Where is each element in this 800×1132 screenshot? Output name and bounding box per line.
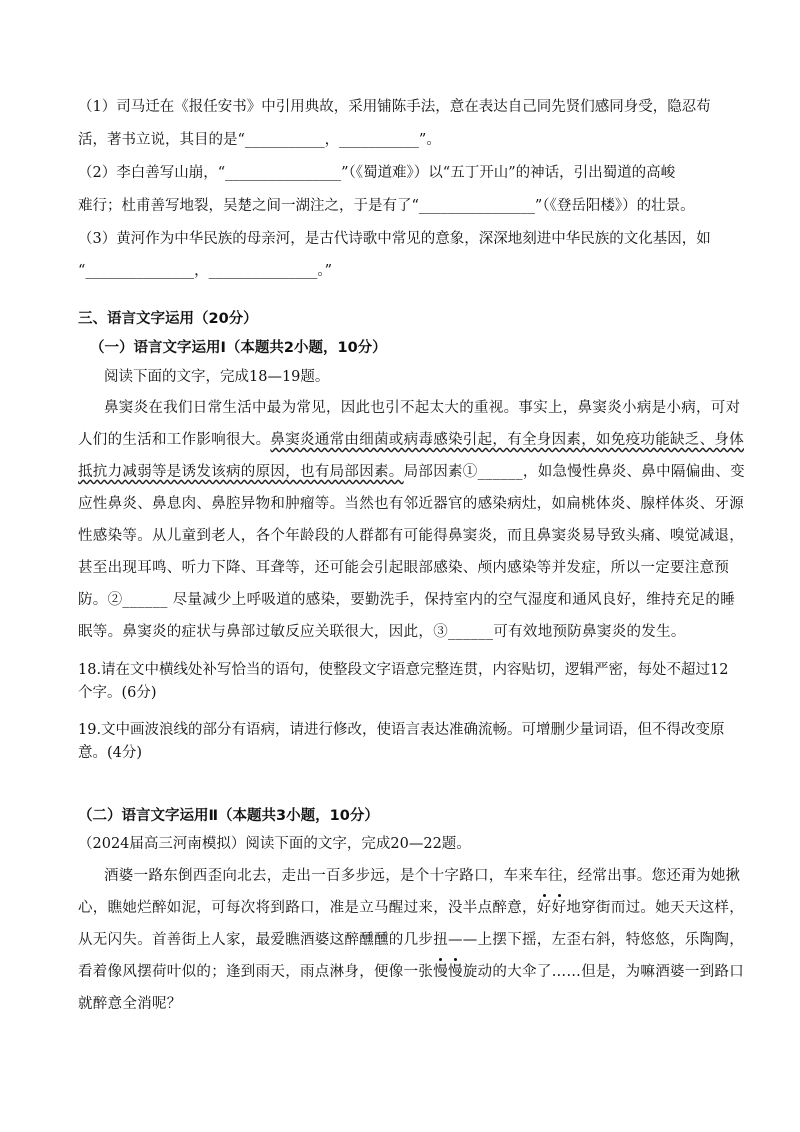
passage1-line5: 性感染等。从儿童到老人，各个年龄段的人群都有可能得鼻窦炎，而且鼻窦炎易导致头痛、嗅觉减退， bbox=[78, 528, 744, 544]
passage1-line7: 防。②______ 尽量减少上呼吸道的感染，要勤洗手，保持室内的空气湿度和通风良好，维持充足的睡 bbox=[78, 592, 736, 608]
part1-heading: （一）语言文字运用Ⅰ（本题共2小题，10分） bbox=[90, 340, 387, 356]
passage2-line2-text-b: 地穿街而过。她天天这样， bbox=[566, 900, 745, 916]
emphasis-dot-char: 慢 bbox=[448, 964, 463, 980]
passage2-line4-text-b: 旋动的大伞了……但是，为嘛酒婆一到路口 bbox=[462, 964, 745, 980]
passage1-line3 bbox=[78, 462, 745, 482]
passage2-line3: 从无闪失。首善街上人家，最爱瞧酒婆这醉醺醺的几步扭——上摆下摇，左歪右斜，特悠悠，乐陶陶， bbox=[78, 932, 744, 948]
passage1-line8: 眠等。鼻窦炎的症状与鼻部过敏反应关联很大，因此，③______可有效地预防鼻窦炎的发生。 bbox=[78, 624, 686, 640]
emphasis-dot-char: 慢 bbox=[433, 964, 449, 980]
question-18-line2: 个字。(6分) bbox=[78, 685, 157, 701]
question-19-line1: 19.文中画波浪线的部分有语病，请进行修改，使语言表达准确流畅。可增删少量词语，但不得改变原 bbox=[78, 722, 725, 738]
passage1-line6: 甚至出现耳鸣、听力下降、耳聋等，还可能会引起眼部感染、颅内感染等并发症，所以一定要注意预 bbox=[78, 560, 730, 576]
passage2-line1: 酒婆一路东倒西歪向北去，走出一百多步远，是个十字路口，车来车往，经常出事。您还甭为她揪 bbox=[104, 868, 741, 884]
question-18-line1: 18.请在文中横线处补写恰当的语句，使整段文字语意完整连贯，内容贴切，逻辑严密，每处不超过12 bbox=[78, 662, 729, 678]
passage1-line4: 应性鼻炎、鼻息肉、鼻腔异物和肿瘤等。当然也有邻近器官的感染病灶，如扁桃体炎、腺样体炎、牙源 bbox=[78, 496, 744, 512]
wavy-underlined-text: 鼻窦炎通常由细菌或病毒感染引起，有全身因素，如免疫功能缺乏、身体 bbox=[270, 432, 745, 448]
passage2-line4 bbox=[78, 962, 745, 982]
emphasis-dot-char: 好 bbox=[551, 900, 567, 916]
item1-line2: 活，著书立说，其目的是“___________，___________”。 bbox=[78, 132, 441, 148]
passage1-line2 bbox=[78, 430, 745, 450]
passage2-line2 bbox=[78, 898, 745, 918]
passage2-line5: 就醉意全消呢？ bbox=[78, 996, 182, 1012]
part2-heading: （二）语言文字运用Ⅱ（本题共3小题，10分） bbox=[78, 808, 379, 824]
passage2-line2-text-a: 心，瞧她烂醉如泥，可每次将到路口，准是立马醒过来，没半点醉意， bbox=[78, 900, 537, 916]
passage1-line1: 鼻窦炎在我们日常生活中最为常见，因此也引不起太大的重视。事实上，鼻窦炎小病是小病，可对 bbox=[104, 400, 741, 416]
item2-line2: 难行；杜甫善写地裂，吴楚之间一湖注之，于是有了“________________”（《登岳阳楼》）的壮景。 bbox=[78, 198, 695, 214]
item1-line1: （1）司马迁在《报任安书》中引用典故，采用铺陈手法，意在表达自己同先贤们感同身受，隐忍苟 bbox=[78, 99, 711, 115]
item3-line1: （3）黄河作为中华民族的母亲河，是古代诗歌中常见的意象，深深地刻进中华民族的文化基因，如 bbox=[78, 231, 711, 247]
passage2-line4-text-a: 看着像风摆荷叶似的；逢到雨天，雨点淋身，便像一张 bbox=[78, 964, 434, 980]
part1-intro: 阅读下面的文字，完成18—19题。 bbox=[104, 369, 330, 385]
question-19-line2: 意。(4分) bbox=[78, 745, 143, 761]
emphasis-dot-char: 好 bbox=[536, 900, 552, 916]
section3-heading: 三、语言文字运用（20分） bbox=[78, 311, 258, 327]
wavy-underlined-text-continued: 抵抗力减弱等是诱发该病的原因，也有局部因素。 bbox=[78, 464, 404, 480]
passage1-line3-text: 局部因素①______，如急慢性鼻炎、鼻中隔偏曲、变 bbox=[403, 464, 745, 480]
passage1-line2-text: 人们的生活和工作影响很大。 bbox=[78, 432, 271, 448]
item3-line2: “_______________，_______________。” bbox=[78, 263, 333, 279]
part2-intro: （2024届高三河南模拟）阅读下面的文字，完成20—22题。 bbox=[78, 836, 471, 852]
item2-line1: （2）李白善写山崩，“________________”（《蜀道难》）以“五丁开山”的神话，引出蜀道的高峻 bbox=[78, 165, 676, 181]
